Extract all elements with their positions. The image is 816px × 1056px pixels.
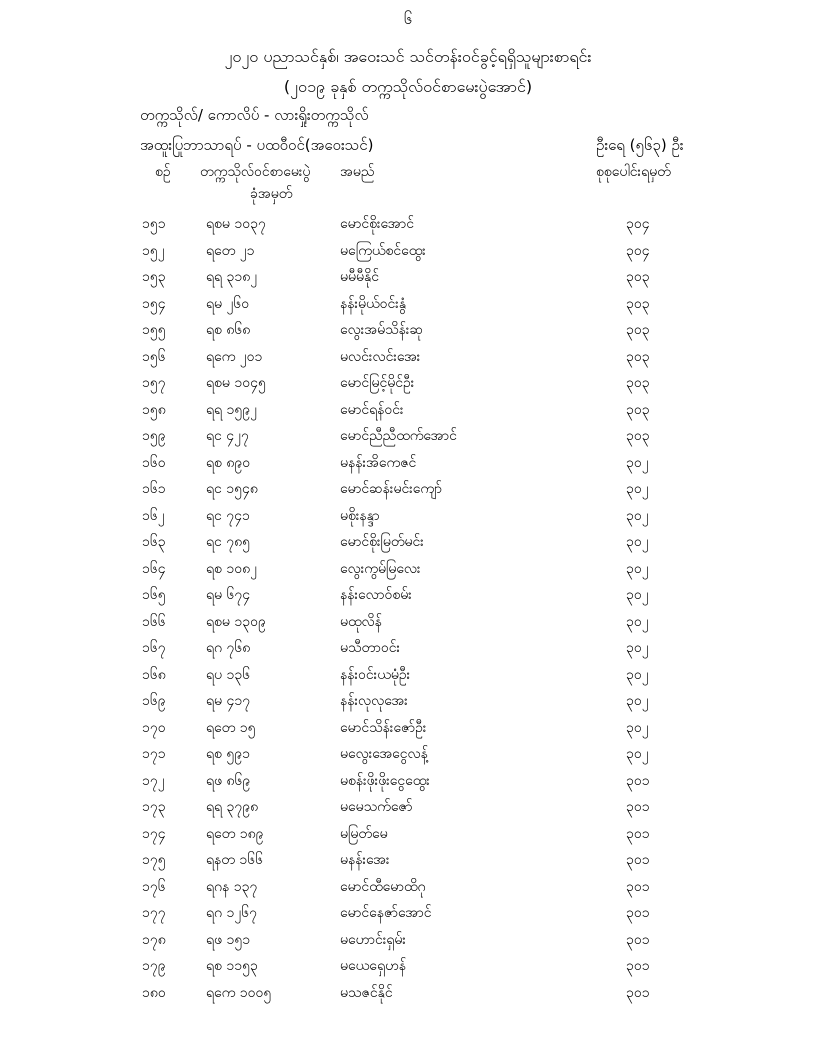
serial-cell: ၁၅၃: [142, 269, 166, 285]
score-cell: ၃၀၁: [626, 772, 650, 789]
score-cell: ၃၀၁: [626, 905, 650, 921]
serial-cell: ၁၅၁: [142, 216, 166, 232]
table-row: [0, 263, 816, 290]
roll-number-cell: ရရ ၁၅၉၂: [206, 401, 258, 418]
roll-number-cell: ရစ ၁၁၅၃: [206, 958, 258, 974]
page-number: ၆: [403, 10, 413, 28]
roll-number-cell: ရရ ၃၇၉၈: [206, 799, 259, 815]
name-cell: မမြတ်မေ: [340, 825, 388, 842]
roll-number-cell: ရစ ၈၉၀: [206, 454, 251, 471]
header-total-score: စုစုပေါင်းရမှတ်: [596, 164, 671, 180]
score-cell: ၃၀၂: [626, 587, 649, 603]
name-cell: မစန်းဖိုးဖိုးငွေထွေး: [340, 772, 430, 789]
header-serial: စဉ်: [155, 164, 171, 180]
name-cell: လွေးအမ်သိန်းဆု: [340, 322, 424, 338]
serial-cell: ၁၅၄: [142, 295, 166, 312]
serial-cell: ၁၆၄: [142, 560, 166, 577]
header-name: အမည်: [340, 164, 375, 180]
roll-number-cell: ရတေ ၁၈၉: [206, 825, 264, 842]
table-row: [0, 369, 816, 396]
score-cell: ၃၀၄: [626, 216, 650, 232]
table-row: [0, 608, 816, 635]
headcount-line: ဦးရေ (၅၆၃) ဦး: [596, 136, 684, 154]
name-cell: မသီတာဝင်း: [340, 640, 401, 656]
table-row: [0, 502, 816, 529]
name-cell: မယေရှေဟန်: [340, 958, 407, 974]
roll-number-cell: ရစမ ၁၀၄၅: [206, 375, 266, 391]
table-row: [0, 210, 816, 237]
table-row: [0, 873, 816, 900]
name-cell: မောင်ထီမောထိဂု: [340, 878, 426, 895]
name-cell: မောင်စိုးအောင်: [340, 216, 414, 232]
score-cell: ၃၀၂: [626, 507, 649, 524]
score-cell: ၃၀၂: [626, 746, 649, 762]
roll-number-cell: ရစ ၈၆၈: [206, 322, 251, 338]
table-row: [0, 846, 816, 873]
roll-number-cell: ရဂ ၇၆၈: [206, 640, 251, 656]
serial-cell: ၁၇၅: [142, 852, 166, 868]
score-cell: ၃၀၂: [626, 666, 649, 683]
roll-number-cell: ရနတ ၁၆၆: [206, 852, 263, 868]
serial-cell: ၁၇၉: [142, 958, 166, 974]
table-row: [0, 316, 816, 343]
roll-number-cell: ရတေ ၁၅: [206, 719, 256, 736]
name-cell: မောင်ဆန်းမင်းကျော်: [340, 481, 443, 497]
table-row: [0, 449, 816, 476]
roll-number-cell: ရတေ ၂၁: [206, 242, 255, 259]
header-roll-number-line-2: ခုံအမှတ်: [250, 186, 293, 202]
table-row: [0, 793, 816, 820]
name-cell: မောင်သိန်းဇော်ဦး: [340, 719, 427, 736]
score-cell: ၃၀၁: [626, 825, 650, 842]
name-cell: နန်းလုလုအေး: [340, 693, 408, 709]
score-cell: ၃၀၃: [626, 348, 650, 365]
name-cell: မလွေးအေငွေလန့်: [340, 746, 428, 762]
document-subtitle: (၂၀၁၉ ခုနှစ် တက္ကသိုလ်ဝင်စာမေးပွဲအောင်): [283, 77, 533, 96]
score-cell: ၃၀၂: [626, 481, 649, 497]
name-cell: မနန်းအေး: [340, 852, 390, 868]
score-cell: ၃၀၁: [626, 799, 650, 815]
score-cell: ၃၀၃: [626, 322, 650, 338]
serial-cell: ၁၇၁: [142, 746, 166, 762]
roll-number-cell: ရမ ၄၁၇: [206, 693, 251, 709]
serial-cell: ၁၇၈: [142, 931, 166, 948]
table-row: [0, 952, 816, 979]
table-row: [0, 979, 816, 1006]
roll-number-cell: ရစ ၅၉၁: [206, 746, 250, 762]
score-cell: ၃၀၃: [626, 295, 650, 312]
score-cell: ၃၀၂: [626, 613, 649, 630]
score-cell: ၃၀၃: [626, 375, 650, 391]
name-cell: မနန်းအိကေဇင်: [340, 454, 417, 471]
score-cell: ၃၀၁: [626, 958, 650, 974]
name-cell: မောင်နေဇာ်အောင်: [340, 905, 432, 921]
table-row: [0, 343, 816, 370]
table-row: [0, 528, 816, 555]
serial-cell: ၁၅၈: [142, 401, 166, 418]
serial-cell: ၁၆၁: [142, 481, 166, 497]
roll-number-cell: ရင ၄၂၇: [206, 428, 249, 444]
serial-cell: ၁၆၉: [142, 693, 166, 709]
serial-cell: ၁၆၂: [142, 507, 165, 524]
score-cell: ၃၀၁: [626, 878, 650, 895]
table-row: [0, 237, 816, 264]
score-cell: ၃၀၄: [626, 242, 650, 259]
table-row: [0, 661, 816, 688]
table-row: [0, 820, 816, 847]
roll-number-cell: ရဖ ၁၅၁: [206, 931, 251, 948]
name-cell: မကြေယ်စင်ထွေး: [340, 242, 426, 259]
header-roll-number: တက္ကသိုလ်ဝင်စာမေးပွဲ: [200, 164, 311, 180]
name-cell: မသဇင်နိုင်: [340, 984, 393, 1001]
serial-cell: ၁၇၆: [142, 878, 166, 895]
score-cell: ၃၀၂: [626, 693, 649, 709]
name-cell: မောင်ညီညီထက်အောင်: [340, 428, 457, 444]
score-cell: ၃၀၂: [626, 560, 649, 577]
name-cell: မစိုးနန္ဒာ: [340, 507, 380, 524]
roll-number-cell: ရဂန ၁၃၇: [206, 878, 258, 895]
table-row: [0, 926, 816, 953]
name-cell: နန်းမိုယ်ဝင်းနွံ: [340, 295, 407, 312]
document-title: ၂၀၂၀ ပညာသင်နှစ်၊ အဝေးသင် သင်တန်းဝင်ခွင့်ရရှိသူများစာရင်း: [224, 47, 592, 66]
university-line: တက္ကသိုလ်/ ကောလိပ် - လားရှိုးတက္ကသိုလ်: [140, 106, 369, 124]
table-row: [0, 581, 816, 608]
serial-cell: ၁၇၂: [142, 772, 165, 789]
roll-number-cell: ရင ၁၅၄၈: [206, 481, 258, 497]
roll-number-cell: ရစမ ၁၀၃၇: [206, 216, 266, 232]
name-cell: မောင်ရန်ဝင်း: [340, 401, 404, 418]
table-row: [0, 740, 816, 767]
name-cell: နန်းလောဝ်စမ်း: [340, 587, 412, 603]
serial-cell: ၁၅၂: [142, 242, 165, 259]
score-cell: ၃၀၁: [626, 931, 650, 948]
table-row: [0, 899, 816, 926]
name-cell: မမေသက်ဇော်: [340, 799, 413, 815]
results-table: [0, 210, 816, 1005]
serial-cell: ၁၆၈: [142, 666, 166, 683]
serial-cell: ၁၇၄: [142, 825, 166, 842]
name-cell: မလင်းလင်းအေး: [340, 348, 421, 365]
roll-number-cell: ရစ ၁၀၈၂: [206, 560, 257, 577]
roll-number-cell: ရဖ ၈၆၉: [206, 772, 251, 789]
serial-cell: ၁၇၇: [142, 905, 166, 921]
serial-cell: ၁၆၃: [142, 534, 166, 550]
table-row: [0, 555, 816, 582]
roll-number-cell: ရပ ၁၃၆: [206, 666, 251, 683]
roll-number-cell: ရင ၇၄၁: [206, 507, 250, 524]
table-row: [0, 422, 816, 449]
name-cell: မဟောင်းရှမ်း: [340, 931, 406, 948]
serial-cell: ၁၆၆: [142, 613, 166, 630]
score-cell: ၃၀၃: [626, 401, 650, 418]
table-row: [0, 634, 816, 661]
serial-cell: ၁၅၅: [142, 322, 166, 338]
serial-cell: ၁၆၀: [142, 454, 166, 471]
name-cell: နန်းဝင်းယမုံဦး: [340, 666, 411, 683]
score-cell: ၃၀၂: [626, 640, 649, 656]
roll-number-cell: ရမ ၂၆၀: [206, 295, 250, 312]
name-cell: မောင်စိုးမြတ်မင်း: [340, 534, 424, 550]
roll-number-cell: ရကေ ၂၀၁: [206, 348, 263, 365]
serial-cell: ၁၅၇: [142, 375, 166, 391]
serial-cell: ၁၆၇: [142, 640, 166, 656]
name-cell: မထုလိန်: [340, 613, 382, 630]
name-cell: မောင်မြင့်မိုင်ဦး: [340, 375, 415, 391]
name-cell: မမီမီနိုင်: [340, 269, 379, 285]
score-cell: ၃၀၁: [626, 984, 650, 1001]
score-cell: ၃၀၂: [626, 454, 649, 471]
table-row: [0, 396, 816, 423]
table-row: [0, 714, 816, 741]
score-cell: ၃၀၂: [626, 719, 649, 736]
table-row: [0, 475, 816, 502]
serial-cell: ၁၈၀: [142, 984, 166, 1001]
score-cell: ၃၀၃: [626, 269, 650, 285]
roll-number-cell: ရစမ ၁၃၀၉: [206, 613, 266, 630]
serial-cell: ၁၆၅: [142, 587, 166, 603]
serial-cell: ၁၇၃: [142, 799, 166, 815]
name-cell: လွေးကွမ်မြလေး: [340, 560, 421, 577]
subject-line: အထူးပြုဘာသာရပ် - ပထဝီဝင်(အဝေးသင်): [140, 136, 374, 154]
score-cell: ၃၀၁: [626, 852, 650, 868]
roll-number-cell: ရရ ၃၁၈၂: [206, 269, 258, 285]
table-row: [0, 290, 816, 317]
score-cell: ၃၀၂: [626, 534, 649, 550]
roll-number-cell: ရင ၇၈၅: [206, 534, 251, 550]
table-row: [0, 767, 816, 794]
roll-number-cell: ရကေ ၁၀၀၅: [206, 984, 272, 1001]
table-row: [0, 687, 816, 714]
serial-cell: ၁၇၀: [142, 719, 166, 736]
roll-number-cell: ရမ ၆၇၄: [206, 587, 251, 603]
serial-cell: ၁၅၆: [142, 348, 166, 365]
roll-number-cell: ရဂ ၁၂၆၇: [206, 905, 257, 921]
serial-cell: ၁၅၉: [142, 428, 166, 444]
score-cell: ၃၀၃: [626, 428, 650, 444]
